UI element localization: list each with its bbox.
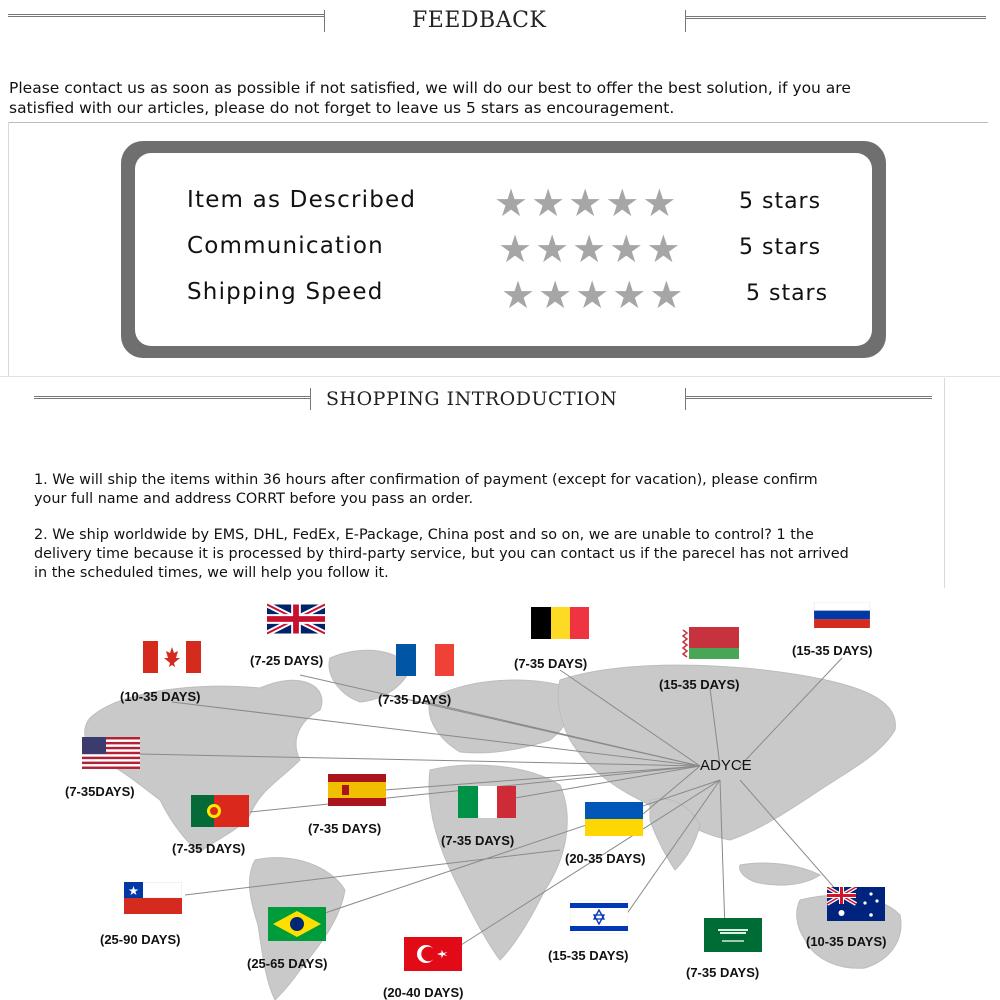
star-icon: ★ <box>568 181 603 225</box>
days-label-spain: (7-35 DAYS) <box>308 821 382 836</box>
shopping-p2-line-1: 2. We ship worldwide by EMS, DHL, FedEx, E-Package, China post and so on, we are unable to control? 1 the <box>34 527 814 543</box>
days-label-canada: (10-35 DAYS) <box>120 689 201 704</box>
ukraine-flag <box>585 802 643 836</box>
shopping-p1-line-1: 1. We will ship the items within 36 hours after confirmation of payment (except for vacation), please confirm <box>34 472 818 488</box>
shopping-title: SHOPPING INTRODUCTION <box>326 388 618 410</box>
days-label-portugal: (7-35 DAYS) <box>172 841 246 856</box>
days-label-russia: (15-35 DAYS) <box>792 643 873 658</box>
rating-label: Item as Described <box>187 187 417 213</box>
days-label-usa: (7-35DAYS) <box>65 784 135 799</box>
italy-flag <box>458 786 516 818</box>
belgium-flag <box>531 607 589 639</box>
days-label-saudi: (7-35 DAYS) <box>686 965 760 980</box>
days-label-italy: (7-35 DAYS) <box>441 833 515 848</box>
star-icon: ★ <box>646 227 681 271</box>
feedback-title-line-right <box>686 16 986 19</box>
feedback-title-line-left <box>8 14 324 17</box>
shopping-title-line-right <box>686 396 932 399</box>
star-rating <box>494 183 676 223</box>
days-label-ukraine: (20-35 DAYS) <box>565 851 646 866</box>
star-icon: ★ <box>605 181 640 225</box>
saudi-flag <box>704 918 762 952</box>
star-icon: ★ <box>572 227 607 271</box>
star-icon: ★ <box>612 273 647 317</box>
star-icon: ★ <box>501 273 536 317</box>
shopping-title-line-left <box>34 396 310 399</box>
spain-flag <box>328 774 386 806</box>
rating-panel-inner <box>135 153 872 346</box>
rating-row-shipping-speed <box>135 275 872 315</box>
canada-flag <box>143 641 201 673</box>
chile-flag <box>124 882 182 914</box>
star-rating <box>501 275 683 315</box>
star-icon: ★ <box>535 227 570 271</box>
star-icon: ★ <box>642 181 677 225</box>
days-label-france: (7-35 DAYS) <box>378 692 452 707</box>
days-label-israel: (15-35 DAYS) <box>548 948 629 963</box>
shopping-p2-line-2: delivery time because it is processed by third-party service, but you can contact us if the parecel has not arrived <box>34 546 849 562</box>
days-label-australia: (10-35 DAYS) <box>806 934 887 949</box>
star-icon: ★ <box>609 227 644 271</box>
rating-label: Shipping Speed <box>187 279 384 305</box>
israel-flag <box>570 900 628 934</box>
star-icon: ★ <box>531 181 566 225</box>
portugal-flag <box>191 795 249 827</box>
uk-flag <box>267 603 325 635</box>
stars-count-text: 5 stars <box>739 235 822 260</box>
turkey-flag <box>404 937 462 971</box>
belarus-flag <box>681 627 739 659</box>
days-label-belgium: (7-35 DAYS) <box>514 656 588 671</box>
star-icon: ★ <box>498 227 533 271</box>
stars-count-text: 5 stars <box>739 189 822 214</box>
indonesia-landmass <box>740 863 820 885</box>
feedback-text-line-2: satisfied with our articles, please do not forget to leave us 5 stars as encouragement. <box>9 99 675 117</box>
rating-label: Communication <box>187 233 384 259</box>
rating-row-communication <box>135 229 872 269</box>
feedback-divider <box>8 122 988 123</box>
days-label-brazil: (25-65 DAYS) <box>247 956 328 971</box>
russia-flag <box>813 602 871 628</box>
days-label-chile: (25-90 DAYS) <box>100 932 181 947</box>
shopping-p1-line-2: your full name and address CORRT before you pass an order. <box>34 491 474 507</box>
star-icon: ★ <box>494 181 529 225</box>
france-flag <box>396 644 454 676</box>
star-rating <box>498 229 680 269</box>
days-label-uk: (7-25 DAYS) <box>250 653 324 668</box>
usa-flag <box>82 737 140 769</box>
shopping-p2-line-3: in the scheduled times, we will help you follow it. <box>34 565 389 581</box>
section-divider <box>0 376 1000 377</box>
feedback-text-line-1: Please contact us as soon as possible if not satisfied, we will do our best to offer the best solution, if you are <box>9 79 851 97</box>
australia-flag <box>827 887 885 921</box>
star-icon: ★ <box>575 273 610 317</box>
star-icon: ★ <box>538 273 573 317</box>
rating-panel <box>121 141 886 358</box>
feedback-title: FEEDBACK <box>412 8 547 33</box>
right-border-line <box>944 378 945 588</box>
star-icon: ★ <box>649 273 684 317</box>
hub-label: ADYCE <box>700 757 752 774</box>
rating-row-item-as-described <box>135 183 872 223</box>
days-label-turkey: (20-40 DAYS) <box>383 985 464 1000</box>
stars-count-text: 5 stars <box>746 281 829 306</box>
brazil-flag <box>268 907 326 941</box>
left-border-line <box>8 122 9 377</box>
days-label-belarus: (15-35 DAYS) <box>659 677 740 692</box>
